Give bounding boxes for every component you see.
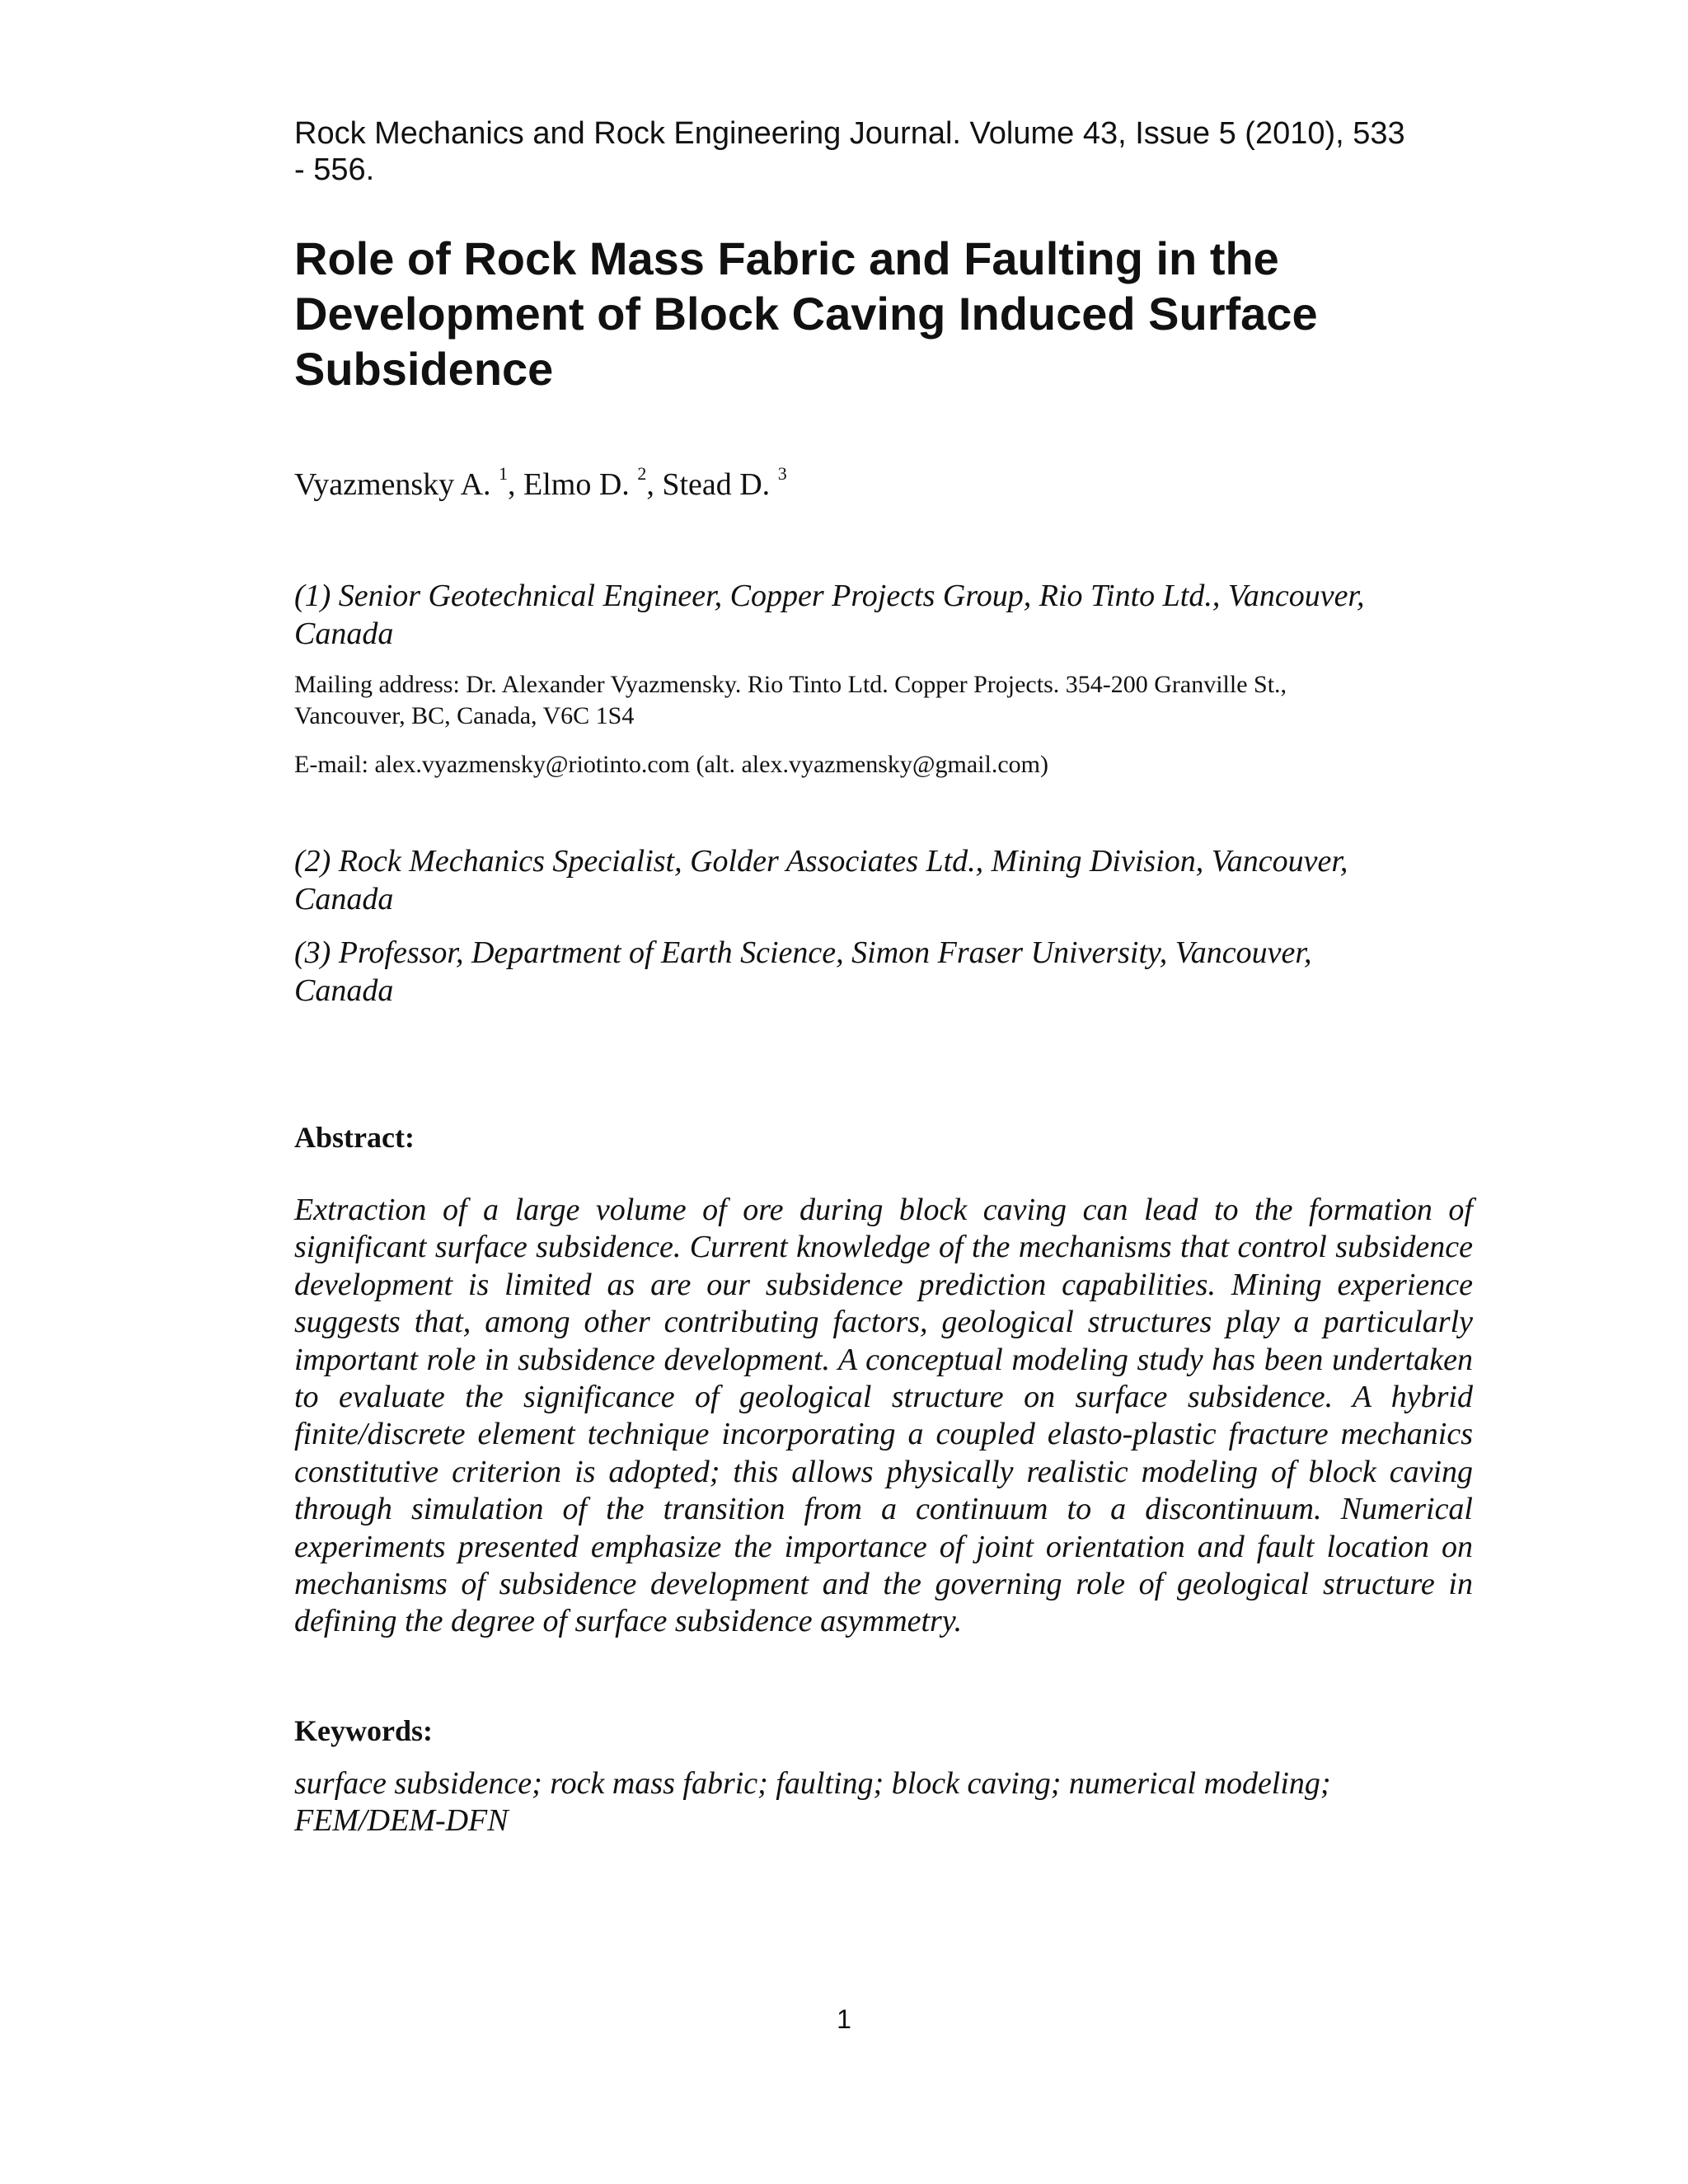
- affiliation-1: [294, 577, 1473, 653]
- journal-citation: [294, 115, 1473, 188]
- author-name: Stead D.: [662, 467, 771, 502]
- affiliation-2-line-2: Canada: [294, 882, 394, 916]
- affiliation-3-line-1: (3) Professor, Department of Earth Science, Simon Fraser University, Vancouver,: [294, 935, 1312, 970]
- abstract-text: Extraction of a large volume of ore during block caving can lead to the formation of significant surface subsidence. Current knowledge of the mechanisms that control subsidence development is limited as are our subsidence prediction capabilities. Mining experience suggests that, among other contributing factors, geological structures play a particularly important role in subsidence development. A conceptual modeling study has been undertaken to evaluate the significance of geological structure on surface subsidence. A hybrid finite/discrete element technique incorporating a coupled elasto-plastic fracture mechanics constitutive criterion is adopted; this allows physically realistic modeling of block caving through simulation of the transition from a continuum to a discontinuum. Numerical experiments presented emphasize the importance of joint orientation and fault location on mechanisms of subsidence development and the governing role of geological structure in defining the degree of surface subsidence asymmetry.: [294, 1193, 1473, 1639]
- keywords-line-1: surface subsidence; rock mass fabric; faulting; block caving; numerical modeling;: [294, 1766, 1331, 1801]
- author-separator: ,: [508, 467, 524, 502]
- affiliation-1-line-1: (1) Senior Geotechnical Engineer, Copper Projects Group, Rio Tinto Ltd., Vancouver,: [294, 579, 1365, 613]
- affiliation-2-line-1: (2) Rock Mechanics Specialist, Golder Associates Ltd., Mining Division, Vancouver,: [294, 844, 1348, 879]
- author-affiliation-mark: 2: [637, 463, 647, 484]
- paper-title-line-3: Subsidence: [294, 343, 554, 395]
- author-name: Elmo D.: [523, 467, 630, 502]
- paper-title-line-2: Development of Block Caving Induced Surface: [294, 288, 1318, 340]
- author-affiliation-mark: 3: [777, 463, 787, 484]
- keywords-text: [294, 1765, 1473, 1840]
- author-separator: ,: [646, 467, 663, 502]
- email-line: E-mail: alex.vyazmensky@riotinto.com (alt. alex.vyazmensky@gmail.com): [294, 751, 1048, 778]
- journal-citation-line-1: Rock Mechanics and Rock Engineering Journal. Volume 43, Issue 5 (2010), 533: [294, 116, 1405, 151]
- page-number: 1: [837, 2004, 851, 2034]
- author-list: [294, 463, 787, 504]
- journal-citation-line-2: - 556.: [294, 152, 375, 187]
- mailing-address-line-1: Mailing address: Dr. Alexander Vyazmensky. Rio Tinto Ltd. Copper Projects. 354-200 Granville St.,: [294, 671, 1287, 698]
- mailing-address: [294, 669, 1473, 732]
- paper-title: [294, 231, 1473, 396]
- affiliation-1-line-2: Canada: [294, 616, 394, 651]
- affiliation-3: [294, 934, 1473, 1010]
- mailing-address-line-2: Vancouver, BC, Canada, V6C 1S4: [294, 702, 635, 729]
- keywords-heading: Keywords:: [294, 1714, 433, 1747]
- paper-title-line-1: Role of Rock Mass Fabric and Faulting in the: [294, 232, 1279, 284]
- author-name: Vyazmensky A.: [294, 467, 491, 502]
- abstract-heading: Abstract:: [294, 1121, 415, 1154]
- affiliation-3-line-2: Canada: [294, 973, 394, 1008]
- author-affiliation-mark: 1: [499, 463, 509, 484]
- affiliation-2: [294, 842, 1473, 918]
- keywords-line-2: FEM/DEM-DFN: [294, 1803, 509, 1838]
